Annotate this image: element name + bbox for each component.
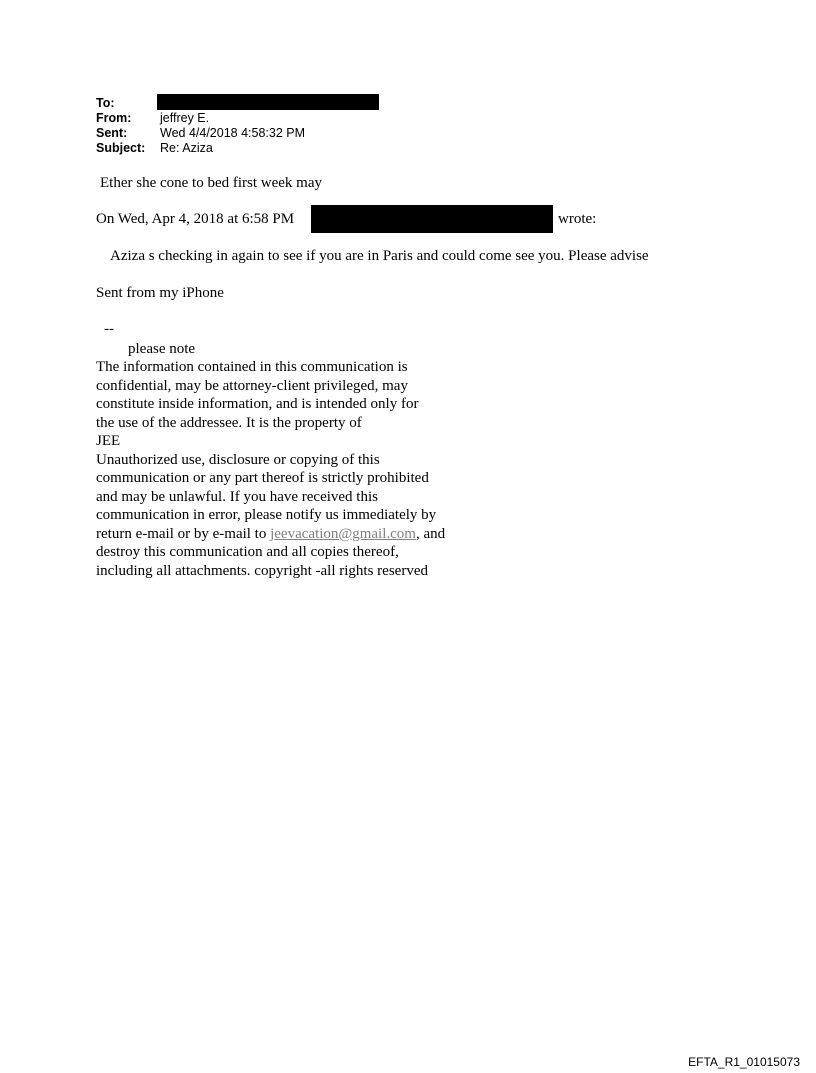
subject-row [96,141,305,156]
disclaimer-email-line [96,525,496,544]
sent-value: Wed 4/4/2018 4:58:32 PM [160,126,306,140]
quoted-message: Aziza s checking in again to see if you are in Paris and could come see you. Please advise [110,248,649,264]
signature-dashes: -- [104,321,114,337]
disclaimer-line: communication in error, please notify us immediately by [96,507,437,523]
reply-text: Ether she cone to bed first week may [100,175,323,191]
redaction-bar-recipient [157,94,379,110]
disclaimer-line: destroy this communication and all copies thereof, [96,544,399,560]
email-link[interactable]: jeevacation@gmail.com [270,525,416,542]
to-label: To: [96,96,115,110]
disclaimer-line: The information contained in this communication is [96,359,408,375]
sent-label: Sent: [96,126,128,140]
from-row [96,111,305,126]
disclaimer-line: JEE [96,433,121,449]
document-id: EFTA_R1_01015073 [688,1055,800,1069]
disclaimer-line: the use of the addressee. It is the property of [96,414,362,431]
sent-row [96,126,305,141]
subject-label: Subject: [96,141,146,155]
subject-value: Re: Aziza [160,141,213,155]
quote-intro: On Wed, Apr 4, 2018 at 6:58 PM [96,211,295,227]
redaction-bar-sender [311,205,553,233]
disclaimer-line: Unauthorized use, disclosure or copying of this [96,451,380,468]
disclaimer-line: confidential, may be attorney-client privileged, may [96,377,408,394]
please-note: please note [128,341,196,357]
sent-from-signature: Sent from my iPhone [96,285,224,301]
quote-wrote: wrote: [558,211,597,227]
confidentiality-disclaimer [96,358,496,580]
disclaimer-line: and may be unlawful. If you have received this [96,488,378,505]
from-label: From: [96,111,132,125]
disclaimer-line: constitute inside information, and is intended only for [96,396,419,412]
disclaimer-email-post: , and [415,525,446,542]
from-value: jeffrey E. [160,111,210,125]
disclaimer-line: communication or any part thereof is strictly prohibited [96,470,429,486]
disclaimer-email-pre: return e-mail or by e-mail to [96,525,271,542]
disclaimer-line: including all attachments. copyright -all rights reserved [96,562,428,579]
